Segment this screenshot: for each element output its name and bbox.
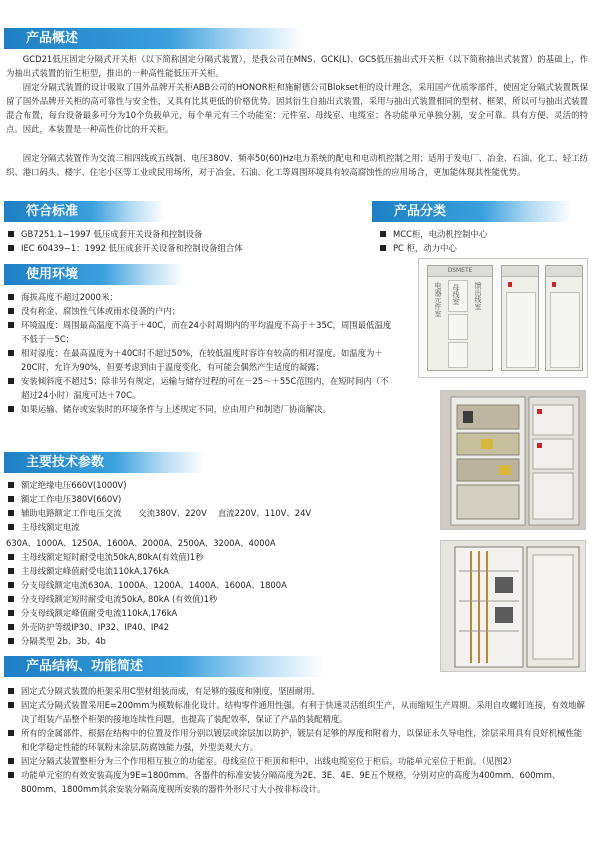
diagram-label-components: 电器元件室 [434,282,442,317]
tech-item: 外壳防护等级IP30、IP32、IP40、IP42 [6,620,416,634]
cabinet-unit-right [545,265,583,371]
structure-item: 功能单元室的有效安装高度为9E=1800mm。各器件的标准安装分隔高度为2E、3E、4E、9E五个规格，分别对应的高度为400mm、600mm、800mm、1800mm其余安装分隔高度视所安装的器件外形尺寸大小按非标设计。 [6,768,590,796]
environment-item: 如果运输、储存或安装时的环境条件与上述规定不同，应由用户和制造厂协商解决。 [6,402,396,416]
cabinet-door [506,292,536,368]
environment-list [6,290,396,416]
section-header-environment: 使用环境 [4,264,184,285]
cabinet-photo-frame [440,540,586,672]
cabinet-door [550,292,580,368]
section-header-overview: 产品概述 [4,28,304,49]
tech-item: 分支母线额定峰值耐受电流110kA,176kA [6,606,416,620]
classification-list [378,227,588,255]
overview-paragraph-2: 固定分隔式装置的设计吸取了国外品牌开关柜ABB公司的HONOR柜和施耐德公司Blokset柜的设计理念，采用国产优质零部件，使固定分隔式装置既保留了国外品牌开关柜的高可靠性与安全性，又具有比其更低的价格优势。因其衍生自抽出式装置，采用与抽出式装置相同的型材、框架，所以可与抽出式装置混合布置，每台设备最多可分为10个负载单元，每个单元有三个功能室：元件室、母线室、电缆室；各功能单元单独分割，安全可靠。具有方便、灵活的特点。因此，本装置是一种高性价比的开关柜。 [6,82,588,134]
cabinet-header-bar [502,266,538,277]
tech-item: 主母线额定短时耐受电流50kA,80kA(有效值)1秒 [6,550,416,564]
section-header-classification: 产品分类 [372,201,572,222]
structure-list [6,684,590,796]
classification-item: MCC柜，电动机控制中心 [378,227,588,241]
indicator-mark [508,282,512,287]
tech-item: 主母线额定峰值耐受电流110kA,176kA [6,564,416,578]
tech-item: 额定工作电压380V(660V) [6,492,416,506]
classification-item: PC 柜，动力中心 [378,241,588,255]
cabinet-diagram [418,258,588,378]
structure-item: 固定分隔式装置整柜分为三个作用相互独立的功能室。母线室位于柜顶和柜中，出线电缆室位于柜后，功能单元室位于柜前。（见图2） [6,754,590,768]
indicator-mark [552,282,556,287]
standards-list [6,227,376,255]
diagram-label-busbar: 母线室 [452,284,460,305]
cabinet-unit-middle [501,265,539,371]
structure-item: 固定式分隔式装置的柜架采用C型材组装而成，有足够的强度和刚度，坚固耐用。 [6,684,590,698]
cabinet-unit-left [427,265,493,371]
tech-item: 额定绝缘电压660V(1000V) [6,478,416,492]
diagram-label-feeder: 馈出线室 [474,282,482,310]
environment-item: 安装倾斜度不超过5；除非另有规定，运输与储存过程的可在－25～＋55C范围内，在短时间内（不超过24小时）温度可达＋70C。 [6,374,396,402]
cabinet-photo-open-graphic [441,391,586,530]
environment-item: 没有称金、腐蚀性气体或雨水侵袭的户内； [6,304,396,318]
section-header-tech: 主要技术参数 [4,452,204,473]
tech-item: 主母线额定电流 [6,520,416,534]
overview-paragraph-3: 固定分隔式装置作为交流三相四线或五线制、电压380V、频率50(60)Hz电力系统的配电和电动机控制之用；适用于发电厂、冶金、石油、化工、轻工纺织、港口码头、楼宇、住宅小区等工业或民用场所，对于冶金、石油、化工等周围环境具有较高腐蚀性的应用场合，更加能体现其性能优势。 [6,153,588,177]
structure-item: 固定式分隔式装置采用E=200mm为模数标准化设计。结构零件通用性强，有利于快速灵活组织生产，从而缩短生产周期。采用自攻螺钉连接，有效地解决了组装产品整个柜架的接地连续性问题，也提高了装配效率，保证了产品的装配精度。 [6,698,590,726]
tech-current-values: 630A、1000A、1250A、1600A、2000A、2500A、3200A、4000A [6,538,276,548]
cabinet-header-bar [546,266,582,277]
tech-item: 辅助电路额定工作电压交流 交流380V、220V 直流220V、110V、24V [6,506,416,520]
standards-item: GB7251.1−1997 低压成套开关设备和控制设备 [6,227,376,241]
tech-list-continued [6,550,416,648]
tech-item: 分支母线额定短时耐受电流50kA, 80kA (有效值)1秒 [6,592,416,606]
overview-paragraph-1: GCD21低压固定分隔式开关柜（以下简称固定分隔式装置），是我公司在MNS、GCK(L)、GCS低压抽出式开关柜（以下简称抽出式装置）的基础上，作为抽出式装置的衍生柜型，推出的一种高性能低压开关柜。 [6,54,588,78]
standards-item: IEC 60439−1：1992 低压成套开关设备和控制设备组合体 [6,241,376,255]
section-header-standards: 符合标准 [4,201,164,222]
tech-item: 分支母线额定电流630A、1000A、1200A、1400A、1600A、1800A [6,578,416,592]
structure-item: 所有的金属部件，根据在结构中的位置及作用分别以镀层或涂层加以防护，镀层有足够的厚度和附着力，以保证永久导电性，涂层采用具有良好机械性能和化学稳定性能的环氧粉末涂层,防腐蚀能力强，外型美观大方。 [6,726,590,754]
cabinet-photo-frame-graphic [441,541,586,672]
tech-item: 分隔类型 2b、3b、4b [6,634,416,648]
cabinet-door [448,314,468,340]
cabinet-door [448,342,468,368]
environment-item: 环境温度：周围最高温度不高于＋40C，而在24小时周期内的平均温度不高于＋35C，周围最低温度不低于－5C； [6,318,396,346]
cabinet-photo-open [440,390,586,530]
environment-item: 相对湿度：在最高温度为＋40C时不超过50%，在较低温度时容许有较高的相对湿度。如温度为＋20C时，允许为90%，但要考虑到由于温度变化，有可能会偶然产生适度的凝露； [6,346,396,374]
section-header-structure: 产品结构、功能简述 [4,656,324,677]
environment-item: 海拔高度不超过2000米； [6,290,396,304]
tech-list [6,478,416,534]
cabinet-header-bar: DSMETE [428,266,492,277]
